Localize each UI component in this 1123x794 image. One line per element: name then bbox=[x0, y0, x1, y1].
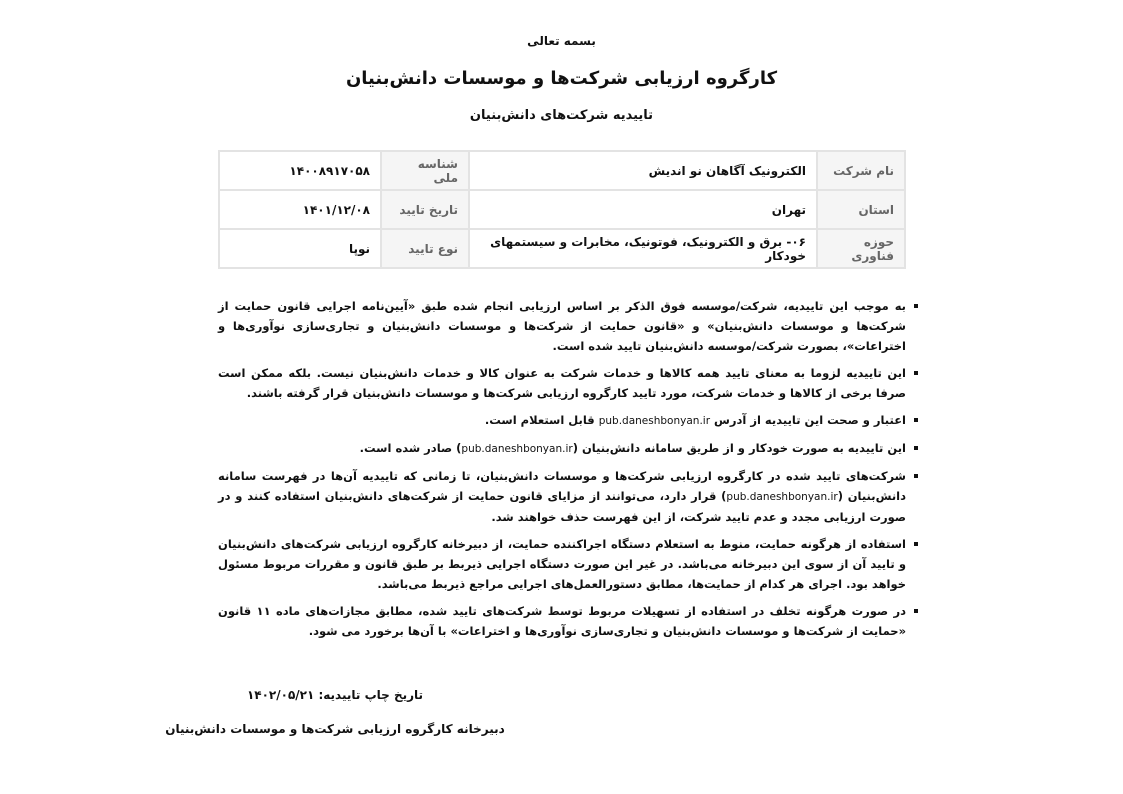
approval-type-value: نوپا bbox=[219, 229, 381, 268]
province-value: تهران bbox=[469, 190, 817, 229]
secretariat-signature: دبیرخانه کارگروه ارزیابی شرکت‌ها و موسسات دانش‌بنیان bbox=[165, 722, 505, 736]
province-label: استان bbox=[817, 190, 905, 229]
print-date: تاریخ چاپ تاییدیه: ۱۴۰۲/۰۵/۲۱ bbox=[246, 688, 424, 702]
company-info-table bbox=[218, 150, 906, 269]
list-item bbox=[218, 466, 906, 527]
note-text: قابل استعلام است. bbox=[484, 413, 595, 427]
tech-field-label: حوزه فناوری bbox=[817, 229, 905, 268]
company-name-value: الکترونیک آگاهان نو اندیش bbox=[469, 151, 817, 190]
table-row bbox=[219, 229, 905, 268]
tech-field-value: ۰۶- برق و الکترونیک، فوتونیک، مخابرات و سیستمهای خودکار bbox=[469, 229, 817, 268]
system-link[interactable]: pub.daneshbonyan.ir bbox=[461, 443, 573, 455]
note-text: این تاییدیه لزوما به معنای تایید همه کالاها و خدمات شرکت به عنوان کالا و خدمات دانش‌بنیان نیست. بلکه ممکن است صرفا برخی از کالاها و خدمات شرکت، مورد تایید کارگروه ارزیابی شرکت‌ها و موسسات دانش‌بنیان قرار گرفته باشند. bbox=[218, 366, 906, 400]
list-link[interactable]: pub.daneshbonyan.ir bbox=[726, 491, 838, 503]
note-text: شرکت‌های تایید شده در کارگروه ارزیابی شرکت‌ها و موسسات دانش‌بنیان، تا زمانی که تاییدیه آن‌ها در فهرست سامانه دانش‌بنیان ( bbox=[218, 469, 906, 503]
approval-date-value: ۱۴۰۱/۱۲/۰۸ bbox=[219, 190, 381, 229]
note-text: ) قرار دارد، می‌توانند از مزایای قانون حمایت از شرکت‌های دانش‌بنیان استفاده کنند و در صورت ارزیابی مجدد و عدم تایید شرکت، از این فهرست حذف خواهند شد. bbox=[218, 489, 906, 524]
note-text: ) صادر شده است. bbox=[359, 441, 462, 455]
table-row bbox=[219, 151, 905, 190]
list-item bbox=[218, 601, 906, 641]
bismillah-heading: بسمه تعالی bbox=[527, 34, 596, 48]
verification-link[interactable]: pub.daneshbonyan.ir bbox=[598, 415, 711, 427]
company-name-label: نام شرکت bbox=[817, 151, 905, 190]
note-text: اعتبار و صحت این تاییدیه از آدرس bbox=[714, 413, 906, 427]
approval-date-label: تاریخ تایید bbox=[381, 190, 469, 229]
note-text: استفاده از هرگونه حمایت، منوط به استعلام دستگاه اجراکننده حمایت، از دبیرخانه کارگروه ارزیابی شرکت‌های دانش‌بنیان و تایید آن از سوی این دبیرخانه می‌باشد. در غیر این صورت دستگاه اجرایی ذیربط بر طبق قانون و مقررات مربوط مسئول خواهد بود. اجرای هر کدام از حمایت‌ها، مطابق دستورالعمل‌های اجرایی مراجع ذیربط می‌باشد. bbox=[218, 537, 906, 591]
table-row bbox=[219, 190, 905, 229]
national-id-value: ۱۴۰۰۸۹۱۷۰۵۸ bbox=[219, 151, 381, 190]
national-id-label: شناسه ملی bbox=[381, 151, 469, 190]
list-item bbox=[218, 534, 906, 594]
note-text: به موجب این تاییدیه، شرکت/موسسه فوق الذکر بر اساس ارزیابی انجام شده طبق «آیین‌نامه اجرایی قانون حمایت از شرکت‌ها و موسسات دانش‌بنیان» و «قانون حمایت از شرکت‌ها و موسسات دانش‌بنیان و تجاری‌سازی نوآوری‌ها و اختراعات»، بصورت شرکت/موسسه دانش‌بنیان تایید شده است. bbox=[218, 299, 906, 353]
notes-list bbox=[218, 296, 920, 648]
note-text: در صورت هرگونه تخلف در استفاده از تسهیلات مربوط توسط شرکت‌های تایید شده، مطابق مجازات‌های ماده ۱۱ قانون «حمایت از شرکت‌ها و موسسات دانش‌بنیان و تجاری‌سازی نوآوری‌ها و اختراعات» با آن‌ها برخورد می شود. bbox=[218, 604, 906, 638]
note-text: این تاییدیه به صورت خودکار و از طریق سامانه دانش‌بنیان ( bbox=[572, 441, 906, 455]
list-item bbox=[218, 438, 906, 459]
list-item bbox=[218, 410, 906, 431]
page-subtitle: تاییدیه شرکت‌های دانش‌بنیان bbox=[469, 108, 654, 123]
page-title: کارگروه ارزیابی شرکت‌ها و موسسات دانش‌بنیان bbox=[345, 68, 778, 89]
list-item bbox=[218, 363, 906, 403]
list-item bbox=[218, 296, 906, 356]
approval-type-label: نوع تایید bbox=[381, 229, 469, 268]
